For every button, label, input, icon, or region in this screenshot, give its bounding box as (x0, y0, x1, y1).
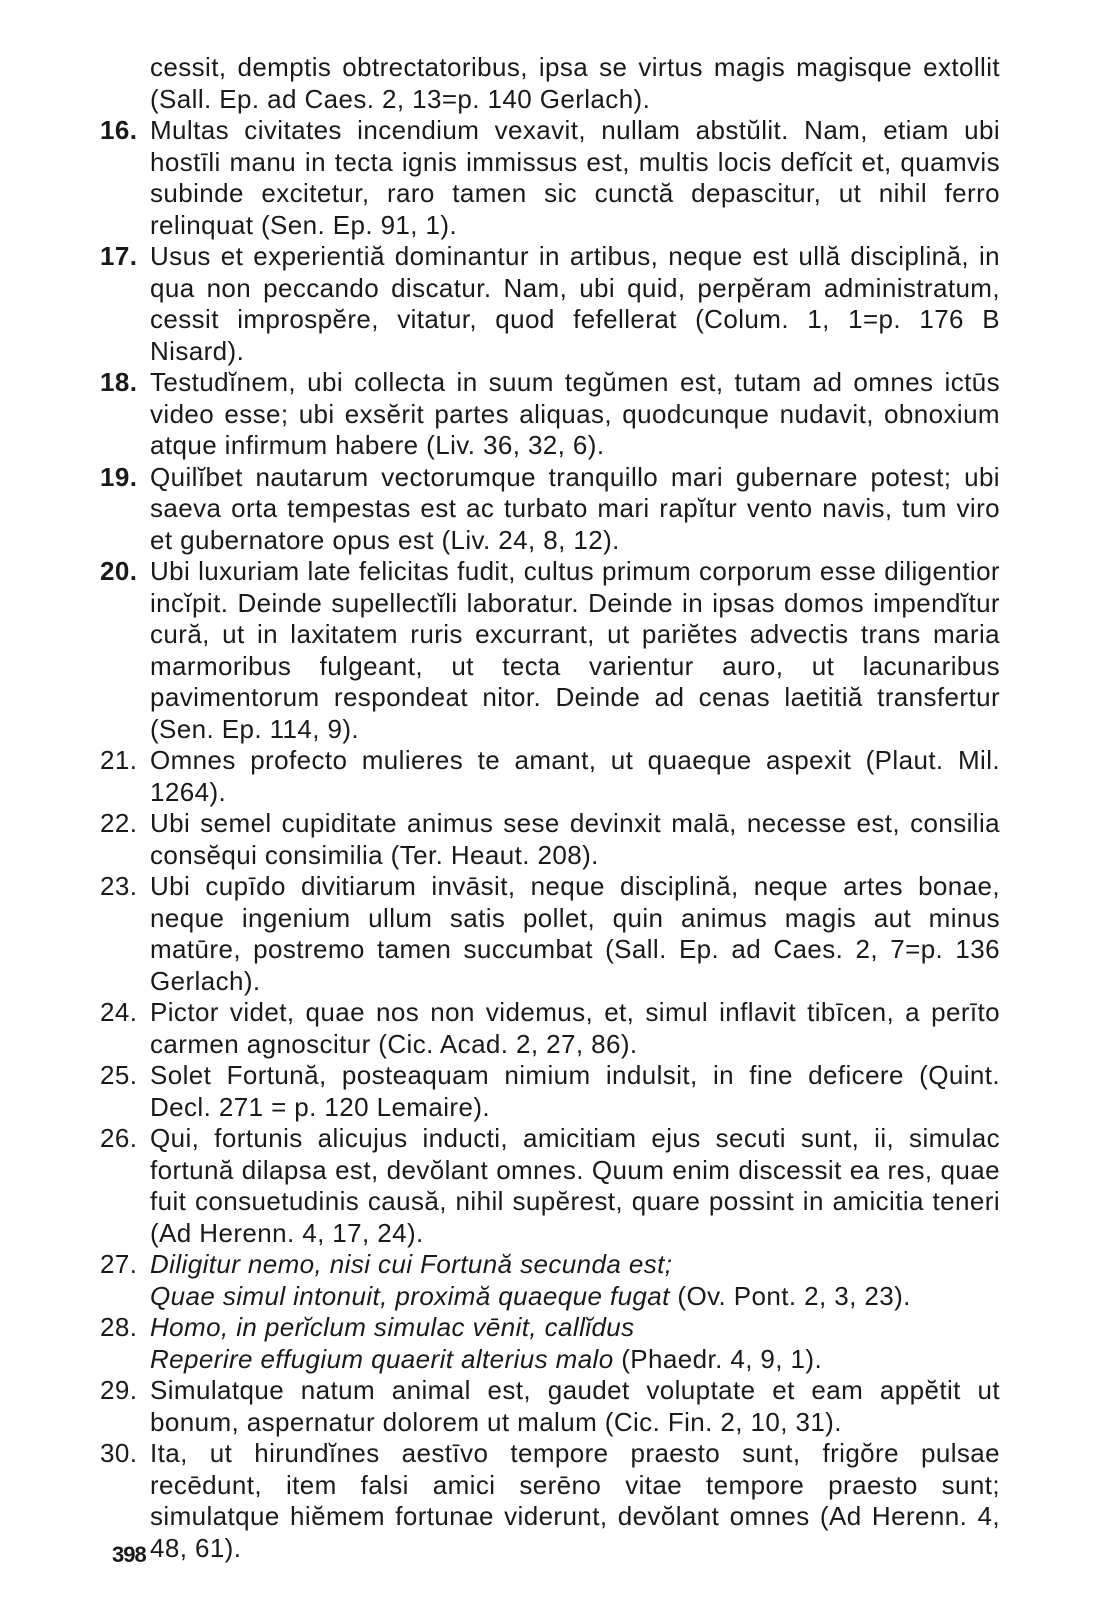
entry-19 (100, 462, 1000, 557)
entry-17 (100, 241, 1000, 367)
verse-line-1: Diligitur nemo, nisi cui Fortună secunda est; (150, 1249, 673, 1279)
page-body (100, 52, 1000, 1564)
entry-text: Pictor videt, quae nos non videmus, et, simul inflavit tibīcen, a perīto carmen agnoscitur (Cic. Acad. 2, 27, 86). (150, 997, 1000, 1059)
verse-line-2-wrap (150, 1344, 1000, 1376)
verse-line-2: Quae simul intonuit, proximă quaeque fugat (150, 1280, 670, 1311)
entry-20 (100, 556, 1000, 745)
entry-number: 28. (100, 1312, 138, 1342)
entry-23 (100, 871, 1000, 997)
verse-reference: (Phaedr. 4, 9, 1). (613, 1343, 823, 1374)
page-number: 398 (112, 1542, 146, 1567)
entry-24 (100, 997, 1000, 1060)
entry-text: Solet Fortună, posteaquam nimium indulsit, in fine deficere (Quint. Decl. 271 = p. 120 Lemaire). (150, 1060, 1000, 1122)
entry-text: Testudĭnem, ubi collecta in suum tegŭmen est, tutam ad omnes ictūs video esse; ubi exsĕrit partes aliquas, quodcunque nudavit, obnoxium atque infirmum habere (Liv. 36, 32, 6). (150, 367, 1000, 460)
entry-22 (100, 808, 1000, 871)
entry-number: 22. (100, 808, 138, 838)
entry-28 (100, 1312, 1000, 1375)
entry-text: Ubi cupīdo divitiarum invāsit, neque disciplină, neque artes bonae, neque ingenium ullum satis pollet, quin animus magis aut minus matūre, postremo tamen succumbat (Sall. Ep. ad Caes. 2, 7=p. 136 Gerlach). (150, 871, 1000, 996)
entry-text: Usus et experientiă dominantur in artibus, neque est ullă disciplină, in qua non peccando discatur. Nam, ubi quid, perpĕram administratum, cessit improspĕre, vitatur, quod fefellerat (Colum. 1, 1=p. 176 B Nisard). (150, 241, 1000, 366)
entry-text: Ubi semel cupiditate animus sese devinxit malā, necesse est, consilia consĕqui consimilia (Ter. Heaut. 208). (150, 808, 1000, 870)
continuation-paragraph (100, 52, 1000, 115)
entry-25 (100, 1060, 1000, 1123)
entry-number: 25. (100, 1060, 138, 1090)
entry-verse (150, 1312, 1000, 1375)
entry-text: Ubi luxuriam late felicitas fudit, cultus primum corporum esse diligentior incĭpit. Deinde supellectĭli laboratur. Deinde in ipsas domos impendĭtur cură, ut in laxitatem ruris excurrant, ut pariĕtes advectis trans maria marmoribus fulgeant, ut tecta varientur auro, ut lacunaribus pavimentorum respondeat nitor. Deinde ad cenas laetitiă transfertur (Sen. Ep. 114, 9). (150, 556, 1000, 744)
entry-number: 18. (100, 367, 138, 397)
entry-number: 27. (100, 1249, 138, 1279)
entry-27 (100, 1249, 1000, 1312)
entry-21 (100, 745, 1000, 808)
entry-text: Omnes profecto mulieres te amant, ut quaeque aspexit (Plaut. Mil. 1264). (150, 745, 1000, 807)
entry-number: 17. (100, 241, 138, 271)
verse-line-1: Homo, in perĭclum simulac vēnit, callĭdus (150, 1312, 635, 1342)
continuation-text: cessit, demptis obtrectatoribus, ipsa se virtus magis magisque extollit (Sall. Ep. ad Caes. 2, 13=p. 140 Gerlach). (150, 52, 1000, 114)
entry-number: 21. (100, 745, 138, 775)
entry-number: 20. (100, 556, 138, 586)
entry-text: Ita, ut hirundĭnes aestīvo tempore praesto sunt, frigŏre pulsae recēdunt, item falsi amici serēno vitae tempore praesto sunt; simulatque hiĕmem fortunae viderunt, devŏlant omnes (Ad Herenn. 4, 48, 61). (150, 1438, 1000, 1563)
entry-number: 19. (100, 461, 138, 492)
entry-verse (150, 1249, 1000, 1312)
entry-number: 23. (100, 871, 138, 901)
verse-line-2-wrap (150, 1281, 1000, 1313)
entry-text: Qui, fortunis alicujus inducti, amicitiam ejus secuti sunt, ii, simulac fortună dilapsa est, devŏlant omnes. Quum enim discessit ea res, quae fuit consuetudinis causă, nihil supĕrest, quare possint in amicitia teneri (Ad Herenn. 4, 17, 24). (150, 1123, 1000, 1248)
verse-line-2: Reperire effugium quaerit alterius malo (150, 1343, 614, 1374)
entry-16 (100, 115, 1000, 241)
entry-26 (100, 1123, 1000, 1249)
entry-number: 30. (100, 1438, 138, 1468)
entry-number: 16. (100, 115, 138, 145)
entry-18 (100, 367, 1000, 462)
entry-text: Simulatque natum animal est, gaudet voluptate et eam appĕtit ut bonum, aspernatur dolorem ut malum (Cic. Fin. 2, 10, 31). (150, 1375, 1000, 1437)
entry-text: Multas civitates incendium vexavit, nullam abstŭlit. Nam, etiam ubi hostīli manu in tecta ignis immissus est, multis locis defĭcit et, quamvis subinde excitetur, raro tamen sic cunctă depascitur, ut nihil ferro relinquat (Sen. Ep. 91, 1). (150, 115, 1000, 240)
entry-29 (100, 1375, 1000, 1438)
entry-number: 26. (100, 1123, 138, 1153)
verse-reference: (Ov. Pont. 2, 3, 23). (669, 1280, 911, 1311)
entry-number: 24. (100, 997, 138, 1027)
entry-30 (100, 1438, 1000, 1564)
entry-text: Quilĭbet nautarum vectorumque tranquillo mari gubernare potest; ubi saeva orta tempestas est ac turbato mari rapĭtur vento navis, tum viro et gubernatore opus est (Liv. 24, 8, 12). (150, 461, 1000, 555)
entry-number: 29. (100, 1375, 138, 1405)
